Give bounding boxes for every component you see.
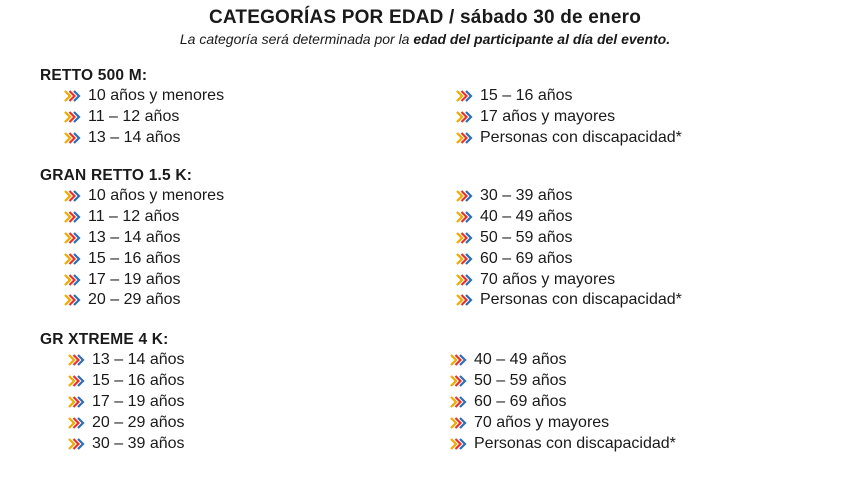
category-item xyxy=(450,371,676,392)
chevron-right-icon xyxy=(64,132,82,144)
category-item xyxy=(456,207,682,228)
category-list-right xyxy=(456,86,682,148)
chevron-right-icon xyxy=(64,111,82,123)
chevron-right-icon xyxy=(68,375,86,387)
category-item xyxy=(450,412,676,433)
category-list-right xyxy=(456,186,682,311)
category-label: 10 años y menores xyxy=(88,87,225,105)
category-label: Personas con discapacidad* xyxy=(474,434,676,452)
section-gr-xtreme-4k xyxy=(40,330,820,455)
chevron-right-icon xyxy=(68,417,86,429)
section-gran-retto-1-5k xyxy=(40,166,820,312)
category-label: 50 – 59 años xyxy=(474,372,567,390)
category-item xyxy=(456,128,682,149)
category-label: Personas con discapacidad* xyxy=(480,291,682,309)
chevron-right-icon xyxy=(450,396,468,408)
category-item xyxy=(456,228,682,249)
category-label: 13 – 14 años xyxy=(88,128,181,146)
category-item xyxy=(64,207,224,228)
category-item xyxy=(64,248,224,269)
category-item xyxy=(456,186,682,207)
category-item xyxy=(68,350,185,371)
category-label: 20 – 29 años xyxy=(88,291,181,309)
category-label: 30 – 39 años xyxy=(480,187,573,205)
chevron-right-icon xyxy=(456,111,474,123)
category-columns xyxy=(40,86,820,149)
category-label: 17 – 19 años xyxy=(92,392,185,410)
chevron-right-icon xyxy=(68,396,86,408)
page-title xyxy=(0,6,850,30)
category-item xyxy=(68,433,185,454)
category-label: 15 – 16 años xyxy=(480,87,573,105)
section-title: GRAN RETTO 1.5 K: xyxy=(40,167,193,184)
category-item xyxy=(450,350,676,371)
category-label: 10 años y menores xyxy=(88,187,225,205)
category-label: 13 – 14 años xyxy=(88,228,181,246)
category-label: Personas con discapacidad* xyxy=(480,128,682,146)
chevron-right-icon xyxy=(456,274,474,286)
category-label: 70 años y mayores xyxy=(480,270,616,288)
category-item xyxy=(64,86,224,107)
category-label: 17 años y mayores xyxy=(480,108,616,126)
category-item xyxy=(68,371,185,392)
category-item xyxy=(456,269,682,290)
subtitle-emphasis: edad del participante al día del evento. xyxy=(413,31,671,47)
category-item xyxy=(450,392,676,413)
category-item xyxy=(64,269,224,290)
chevron-right-icon xyxy=(64,90,82,102)
category-item xyxy=(64,290,224,311)
category-list-left xyxy=(68,350,185,454)
chevron-right-icon xyxy=(456,294,474,306)
chevron-right-icon xyxy=(450,354,468,366)
category-item xyxy=(68,412,185,433)
title-date: sábado 30 de enero xyxy=(460,7,642,28)
section-title: GR XTREME 4 K: xyxy=(40,331,169,348)
section-retto-500m xyxy=(40,66,820,149)
category-label: 70 años y mayores xyxy=(474,413,610,431)
category-item xyxy=(64,186,224,207)
chevron-right-icon xyxy=(64,232,82,244)
category-label: 50 – 59 años xyxy=(480,228,573,246)
chevron-right-icon xyxy=(64,211,82,223)
category-item xyxy=(450,433,676,454)
page-header xyxy=(0,6,850,48)
category-list-right xyxy=(450,350,676,454)
chevron-right-icon xyxy=(456,253,474,265)
chevron-right-icon xyxy=(456,232,474,244)
section-title: RETTO 500 M: xyxy=(40,67,148,84)
chevron-right-icon xyxy=(64,190,82,202)
category-item xyxy=(456,248,682,269)
chevron-right-icon xyxy=(456,132,474,144)
category-label: 30 – 39 años xyxy=(92,434,185,452)
subtitle-plain: La categoría será determinada por la xyxy=(179,31,414,47)
category-columns xyxy=(40,350,820,455)
category-label: 20 – 29 años xyxy=(92,413,185,431)
category-item xyxy=(456,290,682,311)
category-label: 15 – 16 años xyxy=(88,249,181,267)
category-label: 11 – 12 años xyxy=(88,208,180,226)
chevron-right-icon xyxy=(64,294,82,306)
page-subtitle xyxy=(0,30,850,48)
chevron-right-icon xyxy=(450,375,468,387)
chevron-right-icon xyxy=(68,438,86,450)
chevron-right-icon xyxy=(456,90,474,102)
chevron-right-icon xyxy=(64,274,82,286)
category-item xyxy=(64,128,224,149)
category-label: 11 – 12 años xyxy=(88,108,180,126)
chevron-right-icon xyxy=(456,190,474,202)
category-label: 17 – 19 años xyxy=(88,270,181,288)
chevron-right-icon xyxy=(64,253,82,265)
category-item xyxy=(64,228,224,249)
category-item xyxy=(68,392,185,413)
category-item xyxy=(456,86,682,107)
category-label: 40 – 49 años xyxy=(474,351,567,369)
category-label: 13 – 14 años xyxy=(92,351,185,369)
category-item xyxy=(456,107,682,128)
chevron-right-icon xyxy=(68,354,86,366)
category-label: 60 – 69 años xyxy=(474,392,567,410)
category-item xyxy=(64,107,224,128)
category-label: 40 – 49 años xyxy=(480,208,573,226)
chevron-right-icon xyxy=(450,438,468,450)
title-main: CATEGORÍAS POR EDAD / xyxy=(208,7,461,28)
category-list-left xyxy=(64,86,224,148)
category-label: 15 – 16 años xyxy=(92,372,185,390)
category-label: 60 – 69 años xyxy=(480,249,573,267)
category-columns xyxy=(40,186,820,312)
chevron-right-icon xyxy=(456,211,474,223)
chevron-right-icon xyxy=(450,417,468,429)
category-list-left xyxy=(64,186,224,311)
